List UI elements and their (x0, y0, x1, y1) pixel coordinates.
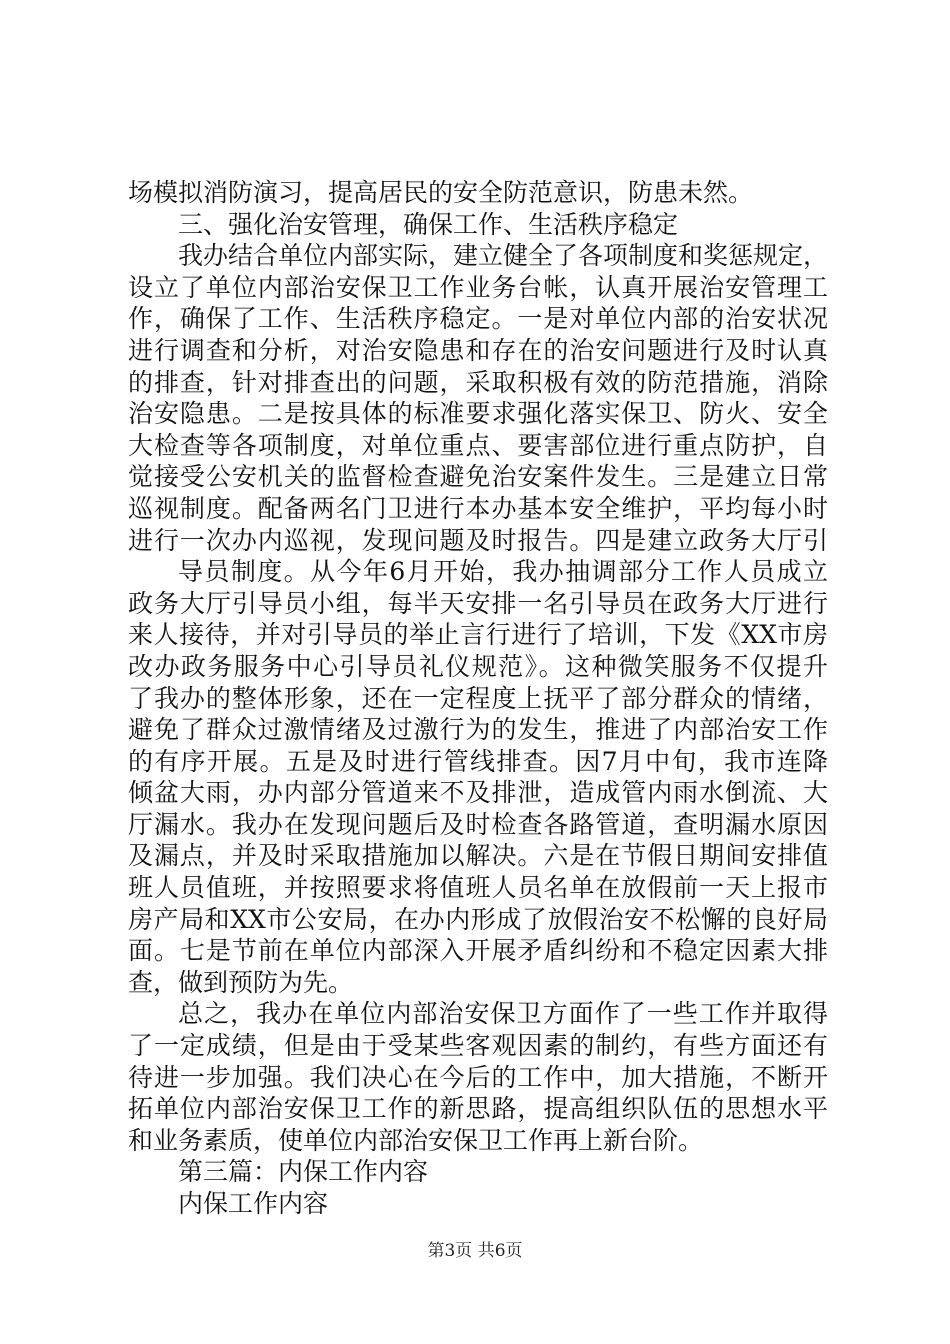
text-line: 班人员值班，并按照要求将值班人员名单在放假前一天上报市 (128, 873, 828, 903)
text-line: 巡视制度。配备两名门卫进行本办基本安全维护，平均每小时 (128, 493, 828, 523)
text-line: 设立了单位内部治安保卫工作业务台帐，认真开展治安管理工 (128, 272, 828, 302)
text-line: 三、强化治安管理，确保工作、生活秩序稳定 (178, 209, 679, 239)
text-line: 作，确保了工作、生活秩序稳定。一是对单位内部的治安状况 (128, 304, 828, 334)
text-line: 场模拟消防演习，提高居民的安全防范意识，防患未然。 (128, 178, 754, 207)
text-line: 了我办的整体形象，还在一定程度上抚平了部分群众的情绪， (128, 683, 828, 713)
text-line: 面。七是节前在单位内部深入开展矛盾纠纷和不稳定因素大排 (128, 936, 828, 966)
text-line: 拓单位内部治安保卫工作的新思路，提高组织队伍的思想水平 (128, 1094, 828, 1124)
text-line: 待进一步加强。我们决心在今后的工作中，加大措施，不断开 (128, 1062, 828, 1092)
text-line: 第三篇：内保工作内容 (178, 1157, 429, 1187)
text-line: 和业务素质，使单位内部治安保卫工作再上新台阶。 (128, 1125, 704, 1155)
document-body (128, 177, 828, 1220)
text-line: 政务大厅引导员小组，每半天安排一名引导员在政务大厅进行 (128, 588, 828, 618)
text-line: 了一定成绩，但是由于受某些客观因素的制约，有些方面还有 (128, 1031, 828, 1061)
text-line: 厅漏水。我办在发现问题后及时检查各路管道，查明漏水原因 (128, 809, 828, 839)
text-line: 来人接待，并对引导员的举止言行进行了培训，下发《XX市房 (128, 620, 828, 650)
text-line: 进行调查和分析，对治安隐患和存在的治安问题进行及时认真 (128, 335, 828, 365)
text-line: 觉接受公安机关的监督检查避免治安案件发生。三是建立日常 (128, 462, 828, 492)
text-line: 导员制度。从今年6月开始，我办抽调部分工作人员成立 (178, 557, 828, 587)
text-line: 房产局和XX市公安局，在办内形成了放假治安不松懈的良好局 (128, 904, 828, 934)
text-line: 及漏点，并及时采取措施加以解决。六是在节假日期间安排值 (128, 841, 828, 871)
text-line: 的排查，针对排查出的问题，采取积极有效的防范措施，消除 (128, 367, 828, 397)
text-line: 倾盆大雨，办内部分管道来不及排泄，造成管内雨水倒流、大 (128, 778, 828, 808)
text-line: 治安隐患。二是按具体的标准要求强化落实保卫、防火、安全 (128, 399, 828, 429)
text-line: 大检查等各项制度，对单位重点、要害部位进行重点防护，自 (128, 430, 828, 460)
text-line: 避免了群众过激情绪及过激行为的发生，推进了内部治安工作 (128, 715, 828, 745)
text-line: 我办结合单位内部实际，建立健全了各项制度和奖惩规定， (178, 241, 828, 271)
text-line: 总之，我办在单位内部治安保卫方面作了一些工作并取得 (178, 999, 828, 1029)
text-line: 进行一次办内巡视，发现问题及时报告。四是建立政务大厅引 (128, 525, 828, 555)
page-footer: 第3页 共6页 (427, 1241, 523, 1261)
text-line: 查，做到预防为先。 (128, 967, 354, 997)
text-line: 内保工作内容 (178, 1189, 329, 1218)
text-line: 改办政务服务中心引导员礼仪规范》。这种微笑服务不仅提升 (128, 651, 828, 681)
text-line: 的有序开展。五是及时进行管线排查。因7月中旬，我市连降 (128, 746, 828, 776)
